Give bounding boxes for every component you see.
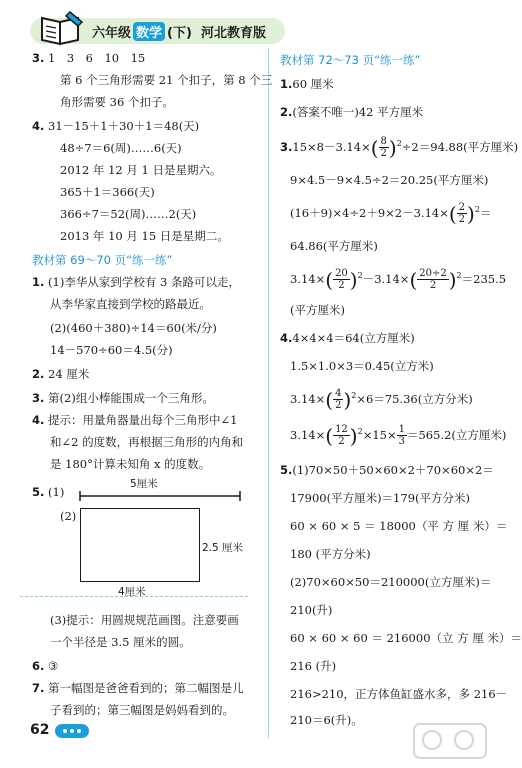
right-r4-line2: 1.5×1.0×3＝0.45(立方米) xyxy=(290,359,434,373)
left-s4-line3: 是 180°计算未知角 x 的度数。 xyxy=(50,457,211,471)
right-r4-line3: 3.14×( $\frac{4}{2}$ )$^2$×6＝75.36(立方分米) xyxy=(290,387,473,412)
left-s5-line3: (3)提示：用圆规规范画图。注意要画 xyxy=(50,613,239,627)
left-s4-line2: 和∠2 的度数，再根据三角形的内角和 xyxy=(50,435,244,449)
publisher-label: 河北教育版 xyxy=(200,26,266,41)
term-label: (下) xyxy=(167,26,192,41)
left-s7-line2: 子看到的；第三幅图是妈妈看到的。 xyxy=(50,703,234,717)
left-q3-line2: 角形需要 36 个扣子。 xyxy=(60,95,174,109)
left-q3-line1: 第 6 个三角形需要 21 个扣子，第 8 个三 xyxy=(60,73,273,87)
dashed-divider xyxy=(20,596,248,597)
left-s1-line4: 14－570÷60＝4.5(分) xyxy=(50,343,173,357)
left-s7-line1: 7. 第一幅图是爸爸看到的；第二幅图是儿 xyxy=(32,681,244,695)
left-s3: 3. 第(2)组小棒能围成一个三角形。 xyxy=(32,391,214,405)
left-q4-line1: 4. 31－15＋1＋30＋1＝48(天) xyxy=(32,119,200,133)
right-r5-line6: 210(升) xyxy=(290,603,333,617)
left-q4-line3: 2012 年 12 月 1 日是星期六。 xyxy=(60,163,222,177)
right-section-heading: 教材第 72～73 页“练一练” xyxy=(280,53,421,67)
right-r3-line1: 3.15×8－3.14×( $\frac{8}{2}$ )$^2$÷2＝94.88(平方厘米) xyxy=(280,135,519,160)
line-segment-figure xyxy=(78,490,242,502)
watermark-logo-icon xyxy=(412,722,488,760)
left-section-heading: 教材第 69～70 页“练一练” xyxy=(32,253,173,267)
right-r3-line4: 64.86(平方厘米) xyxy=(290,239,378,253)
left-s1-line2: 从李华家直接到学校的路最近。 xyxy=(50,297,211,311)
left-q4-line5: 366÷7＝52(周)……2(天) xyxy=(60,207,197,221)
right-r3-line2: 9×4.5－9×4.5÷2＝20.25(平方厘米) xyxy=(290,173,489,187)
book-pencil-icon xyxy=(36,8,88,48)
right-r5-line5: (2)70×60×50＝210000(立方厘米)＝ xyxy=(290,575,492,589)
left-s6: 6. ③ xyxy=(32,659,59,673)
segment-length-label: 5厘米 xyxy=(130,478,158,490)
rectangle-width-label: 4厘米 xyxy=(118,586,146,598)
rectangle-height-label: 2.5 厘米 xyxy=(202,542,244,554)
left-q3-seq: 3. 1 3 6 10 15 xyxy=(32,51,146,65)
right-r5-line4: 180 (平方分米) xyxy=(290,547,371,561)
grade-label: 六年级 xyxy=(92,26,132,41)
right-r5-line10: 210＝6(升)。 xyxy=(290,713,363,727)
right-r3-line3: (16＋9)×4÷2＋9×2－3.14×( $\frac{2}{2}$ )$^2$＝ xyxy=(290,201,492,226)
left-s1-line3: (2)(460＋380)÷14＝60(米/分) xyxy=(50,321,217,335)
page-dots-icon xyxy=(55,724,89,738)
left-q4-line4: 365＋1＝366(天) xyxy=(60,185,155,199)
rectangle-figure xyxy=(80,508,200,582)
page-number: 62 xyxy=(30,722,50,738)
left-q4-line2: 48÷7＝6(周)……6(天) xyxy=(60,141,182,155)
right-r5-line1: 5.(1)70×50＋50×60×2＋70×60×2＝ xyxy=(280,463,494,477)
right-r4-line4: 3.14×( $\frac{12}{2}$ )$^2$×15× $\frac{1}{3}$ ＝565.2(立方厘米) xyxy=(290,423,507,448)
page-header-title xyxy=(92,22,266,41)
right-r5-line8: 216 (升) xyxy=(290,659,337,673)
left-s1-line1: 1. (1)李华从家到学校有 3 条路可以走， xyxy=(32,275,240,289)
left-s5-part1: 5. (1) xyxy=(32,485,65,499)
left-s5-line4: 一个半径是 3.5 厘米的圆。 xyxy=(50,635,191,649)
left-s5-part2: (2) xyxy=(60,509,77,523)
left-s2: 2. 24 厘米 xyxy=(32,367,90,381)
right-r5-line7: 60 × 60 × 60 ＝ 216000（立 方 厘 米）＝ xyxy=(290,631,522,645)
right-r1: 1.60 厘米 xyxy=(280,77,334,91)
right-r3-line5: 3.14×( $\frac{20}{2}$ )$^2$－3.14×( $\frac{20\div 2}{2}$ )$^2$＝235.5 xyxy=(290,267,507,292)
right-r4-line1: 4.4×4×4＝64(立方厘米) xyxy=(280,331,415,345)
right-r5-line2: 17900(平方厘米)＝179(平方分米) xyxy=(290,491,470,505)
left-q4-line6: 2013 年 10 月 15 日是星期二。 xyxy=(60,229,229,243)
right-r3-line6: (平方厘米) xyxy=(290,303,345,317)
right-r5-line3: 60 × 60 × 5 ＝ 18000（平 方 厘 米）＝ xyxy=(290,519,508,533)
right-r2: 2.(答案不唯一)42 平方厘米 xyxy=(280,105,424,119)
subject-badge: 数学 xyxy=(133,22,165,41)
right-r5-line9: 216>210，正方体鱼缸盛水多，多 216－ xyxy=(290,687,508,701)
column-divider xyxy=(268,48,269,738)
left-s4-line1: 4. 提示：用量角器量出每个三角形中∠1 xyxy=(32,413,238,427)
